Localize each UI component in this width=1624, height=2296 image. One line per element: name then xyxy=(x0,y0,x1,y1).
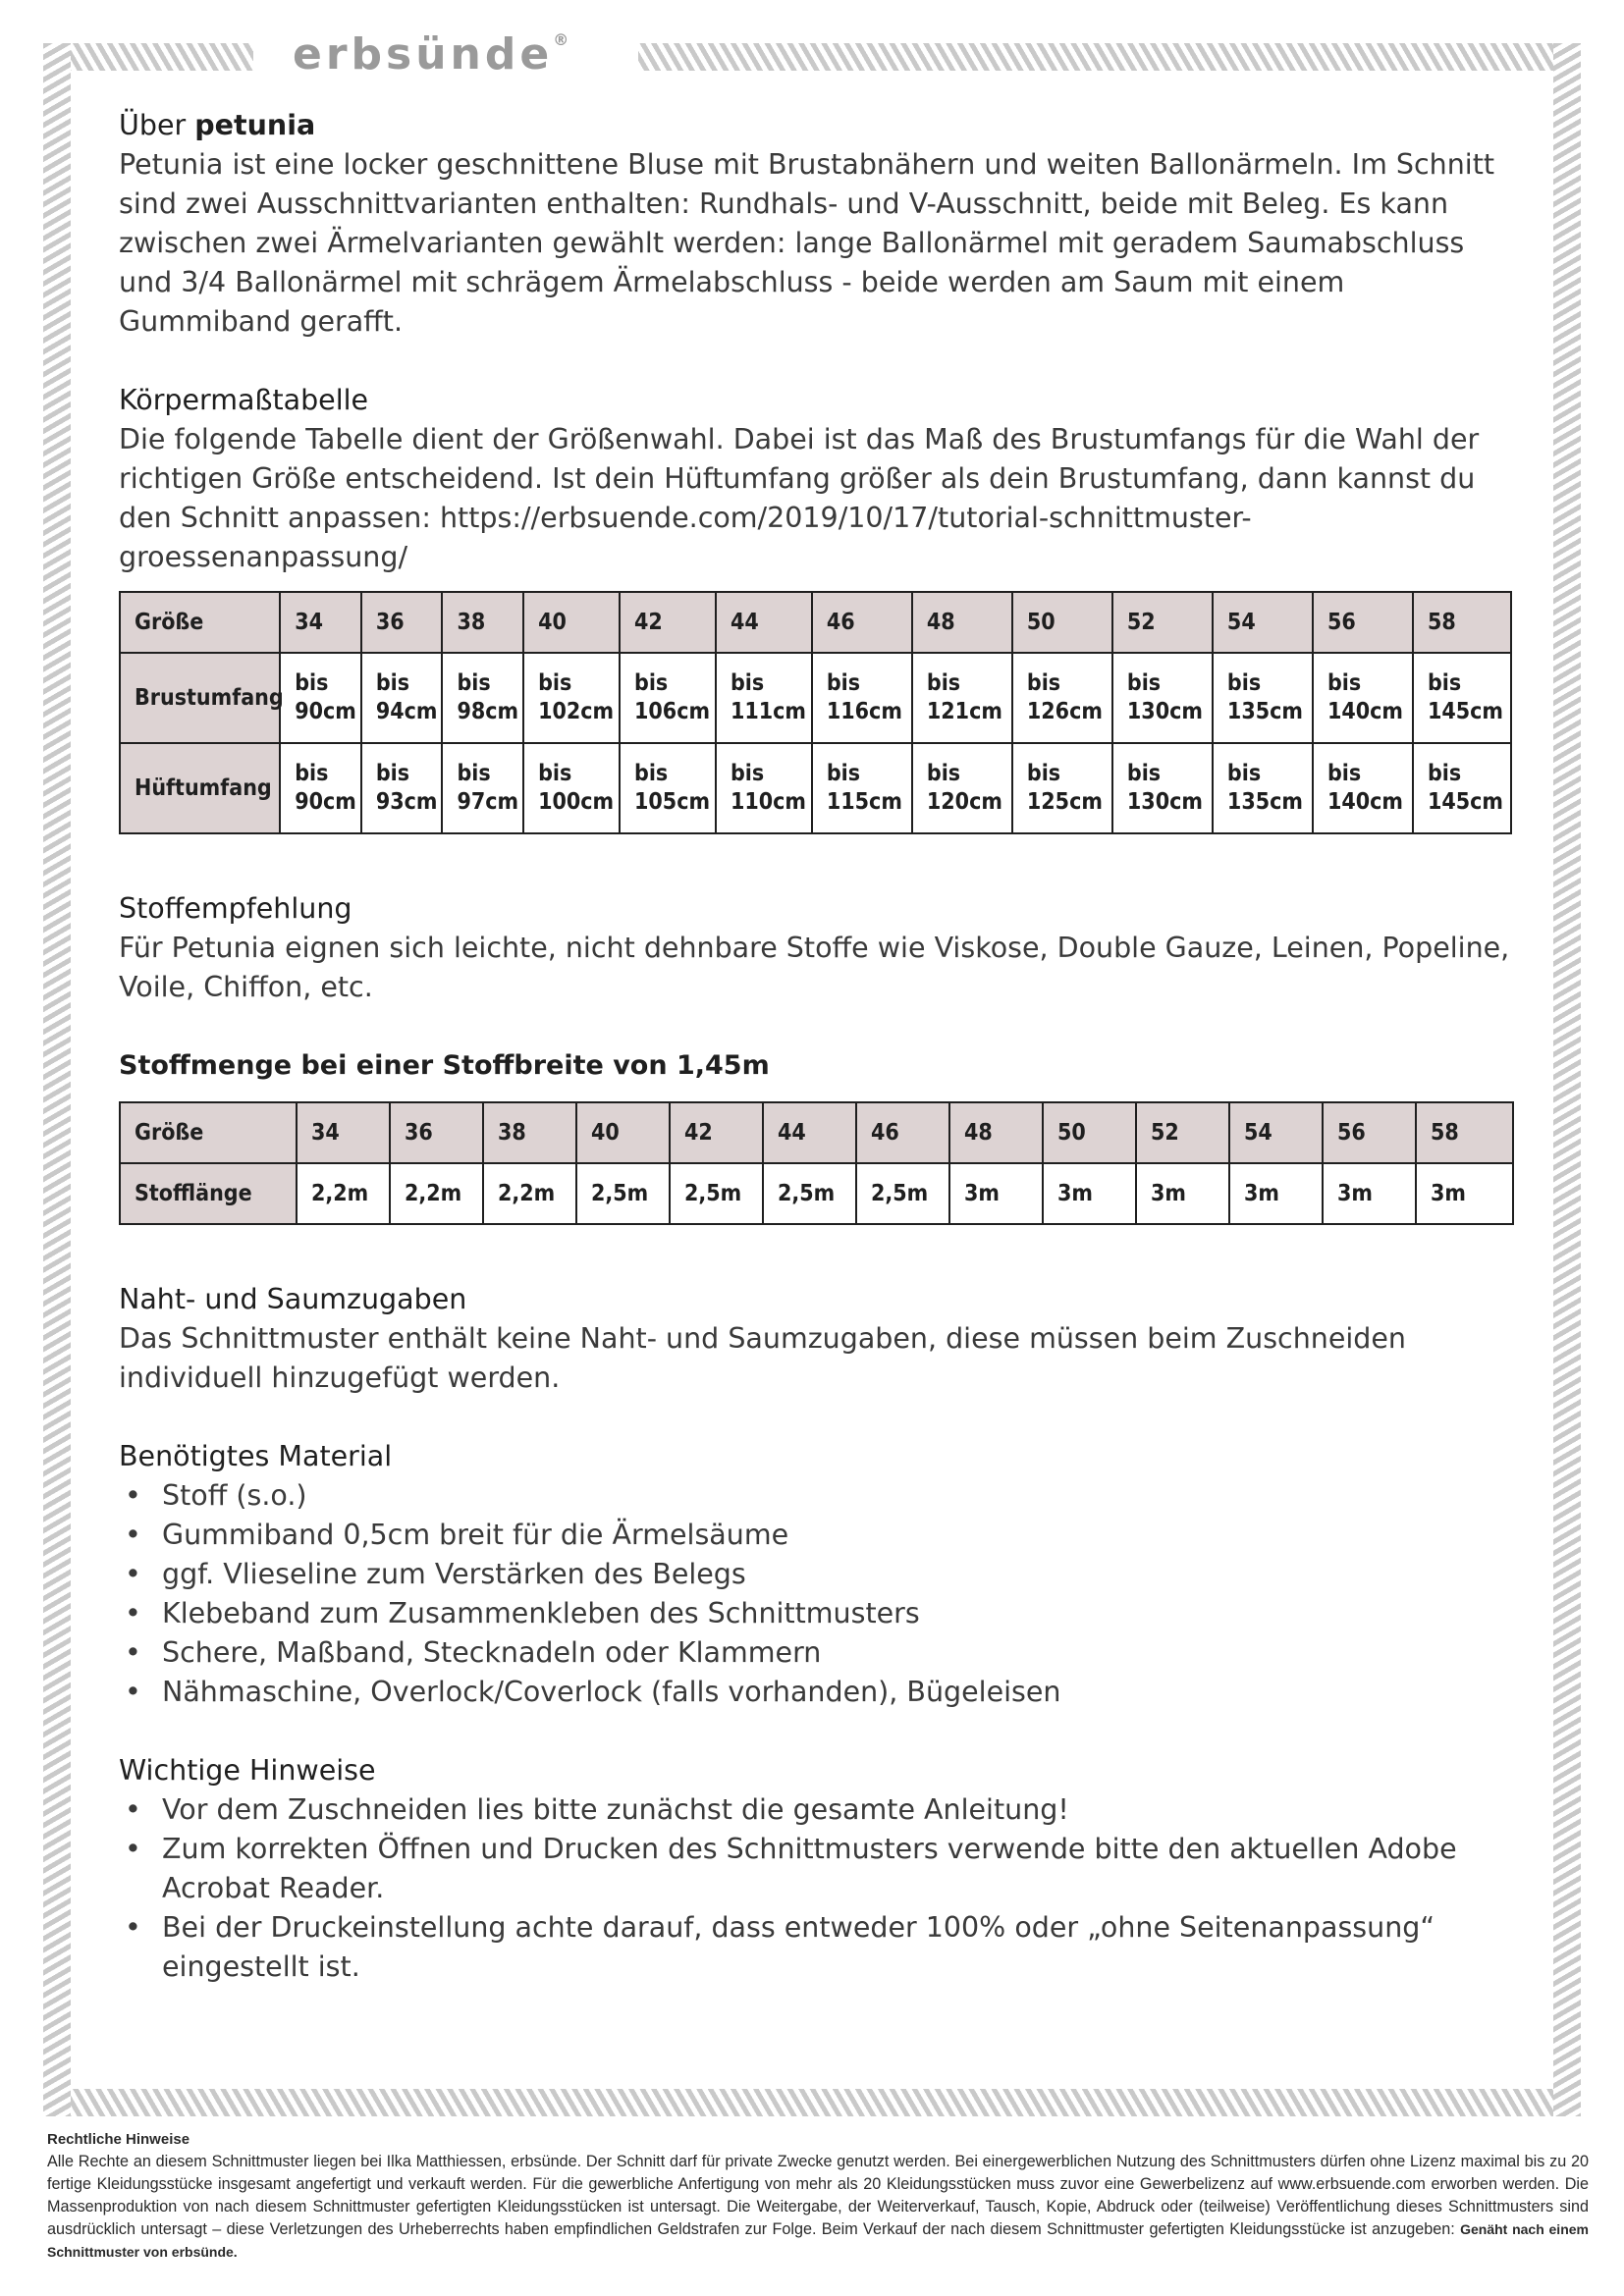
table-cell-value: 110cm xyxy=(730,789,806,815)
table-cell-value: 94cm xyxy=(375,699,438,724)
about-heading xyxy=(119,106,1513,145)
table-header-cell: 42 xyxy=(670,1102,763,1163)
frame-border-bottom xyxy=(43,2089,1581,2116)
fabric-recommendation-heading: Stoffempfehlung xyxy=(119,892,352,925)
table-cell-prefix: bis xyxy=(634,670,669,696)
table-header-cell: 34 xyxy=(280,592,361,653)
table-cell xyxy=(523,653,620,743)
table-cell-prefix: bis xyxy=(730,670,765,696)
list-item: • Vor dem Zuschneiden lies bitte zunächst die gesamte Anleitung! xyxy=(119,1790,1513,1830)
legal-text-block xyxy=(47,2151,1589,2264)
table-cell xyxy=(280,653,361,743)
about-heading-prefix: Über xyxy=(119,109,195,141)
table-cell xyxy=(1112,743,1213,833)
table-cell: 3m xyxy=(1416,1163,1513,1224)
table-cell-value: 116cm xyxy=(826,699,902,724)
list-item: • Nähmaschine, Overlock/Coverlock (falls vorhanden), Bügeleisen xyxy=(119,1673,1513,1712)
list-item: • Schere, Maßband, Stecknadeln oder Klammern xyxy=(119,1633,1513,1673)
table-row xyxy=(120,743,1511,833)
table-cell-value: 98cm xyxy=(457,699,519,724)
table-cell-value: 97cm xyxy=(457,789,519,815)
table-cell-prefix: bis xyxy=(1326,761,1362,786)
table-header-cell: 58 xyxy=(1416,1102,1513,1163)
table-cell: 2,2m xyxy=(390,1163,483,1224)
about-section xyxy=(119,106,1513,342)
table-cell-value: 130cm xyxy=(1126,699,1203,724)
table-header-cell: 36 xyxy=(390,1102,483,1163)
table-cell-value: 140cm xyxy=(1326,789,1403,815)
table-cell xyxy=(912,743,1012,833)
table-cell-value: 111cm xyxy=(730,699,806,724)
table-cell xyxy=(620,653,716,743)
seam-allowance-section xyxy=(119,1280,1513,1398)
table-cell-value: 145cm xyxy=(1427,789,1503,815)
table-cell-value: 93cm xyxy=(375,789,438,815)
list-item: • Gummiband 0,5cm breit für die Ärmelsäume xyxy=(119,1516,1513,1555)
materials-heading: Benötigtes Material xyxy=(119,1440,393,1472)
table-header-cell: 44 xyxy=(763,1102,856,1163)
table-cell xyxy=(1012,743,1112,833)
table-cell: 3m xyxy=(1136,1163,1229,1224)
table-cell: 3m xyxy=(1043,1163,1136,1224)
seam-allowance-text: Das Schnittmuster enthält keine Naht- und Saumzugaben, diese müssen beim Zuschneiden individuell hinzugefügt werden. xyxy=(119,1322,1406,1394)
legal-heading: Rechtliche Hinweise xyxy=(47,2131,190,2148)
frame-border-left xyxy=(43,43,71,2116)
table-cell-value: 135cm xyxy=(1226,699,1303,724)
table-cell xyxy=(280,743,361,833)
table-cell-prefix: bis xyxy=(1226,761,1262,786)
list-item: • ggf. Vlieseline zum Verstärken des Belegs xyxy=(119,1555,1513,1594)
table-header-cell: 56 xyxy=(1323,1102,1416,1163)
table-cell-prefix: bis xyxy=(1126,761,1162,786)
table-header-cell: 52 xyxy=(1136,1102,1229,1163)
table-header-cell: 48 xyxy=(949,1102,1043,1163)
table-header-row xyxy=(120,1102,1513,1163)
table-cell-prefix: bis xyxy=(1427,670,1462,696)
table-cell xyxy=(1313,743,1413,833)
table-cell xyxy=(716,653,812,743)
table-cell: 3m xyxy=(1229,1163,1323,1224)
list-item: • Stoff (s.o.) xyxy=(119,1476,1513,1516)
table-cell-prefix: bis xyxy=(826,761,861,786)
table-cell-value: 125cm xyxy=(1026,789,1103,815)
table-cell xyxy=(442,653,523,743)
list-item: • Klebeband zum Zusammenkleben des Schnittmusters xyxy=(119,1594,1513,1633)
table-cell-prefix: bis xyxy=(457,670,491,696)
table-cell xyxy=(1213,653,1313,743)
table-cell-value: 126cm xyxy=(1026,699,1103,724)
table-cell-prefix: bis xyxy=(826,670,861,696)
table-header-cell: 46 xyxy=(812,592,912,653)
table-cell-value: 90cm xyxy=(295,699,356,724)
table-row-label: Brustumfang xyxy=(120,653,280,743)
table-cell xyxy=(716,743,812,833)
table-cell-value: 90cm xyxy=(295,789,356,815)
table-cell: 2,5m xyxy=(763,1163,856,1224)
table-header-cell: 48 xyxy=(912,592,1012,653)
table-header-cell: 40 xyxy=(576,1102,670,1163)
table-header-cell: 44 xyxy=(716,592,812,653)
table-header-cell: 52 xyxy=(1112,592,1213,653)
table-row xyxy=(120,653,1511,743)
table-header-cell: 58 xyxy=(1413,592,1511,653)
table-cell xyxy=(361,653,443,743)
table-header-cell: 46 xyxy=(856,1102,949,1163)
table-header-cell: 36 xyxy=(361,592,443,653)
notes-section xyxy=(119,1751,1513,1987)
table-cell xyxy=(361,743,443,833)
table-cell-prefix: bis xyxy=(295,761,329,786)
table-cell-value: 106cm xyxy=(634,699,711,724)
table-cell xyxy=(1112,653,1213,743)
table-cell xyxy=(1012,653,1112,743)
table-header-cell: 38 xyxy=(483,1102,576,1163)
list-item: • Zum korrekten Öffnen und Drucken des Schnittmusters verwende bitte den aktuellen Adobe Acrobat Reader. xyxy=(119,1830,1513,1908)
legal-stamp: Genäht nach einem Schnittmuster von erbsünde. xyxy=(47,2221,1589,2260)
table-cell-value: 130cm xyxy=(1126,789,1203,815)
table-cell-prefix: bis xyxy=(375,670,410,696)
table-cell xyxy=(1413,743,1511,833)
table-cell-value: 100cm xyxy=(538,789,615,815)
table-cell: 3m xyxy=(1323,1163,1416,1224)
seam-allowance-heading: Naht- und Saumzugaben xyxy=(119,1283,467,1315)
table-header-cell: Größe xyxy=(120,1102,297,1163)
table-cell-prefix: bis xyxy=(375,761,410,786)
table-cell: 2,5m xyxy=(576,1163,670,1224)
table-cell-prefix: bis xyxy=(1026,761,1061,786)
table-cell xyxy=(620,743,716,833)
about-heading-name: petunia xyxy=(194,109,316,141)
table-cell-value: 135cm xyxy=(1226,789,1303,815)
table-cell-value: 140cm xyxy=(1326,699,1403,724)
list-item: • Bei der Druckeinstellung achte darauf, dass entweder 100% oder „ohne Seitenanpassung“ eingestellt ist. xyxy=(119,1908,1513,1987)
table-row-label: Hüftumfang xyxy=(120,743,280,833)
table-cell-prefix: bis xyxy=(1427,761,1462,786)
legal-notice xyxy=(47,2128,1589,2264)
table-header-cell: Größe xyxy=(120,592,280,653)
table-cell: 2,2m xyxy=(297,1163,390,1224)
materials-list xyxy=(119,1476,1513,1712)
table-cell-prefix: bis xyxy=(926,670,961,696)
table-header-cell: 50 xyxy=(1012,592,1112,653)
fabric-amount-heading: Stoffmenge bei einer Stoffbreite von 1,45m xyxy=(119,1050,770,1081)
table-header-cell: 50 xyxy=(1043,1102,1136,1163)
table-cell xyxy=(812,743,912,833)
legal-text: Alle Rechte an diesem Schnittmuster liegen bei Ilka Matthiessen, erbsünde. Der Schnitt darf für private Zwecke genutzt werden. Bei einergewerblichen Nutzung des Schnittmusters dürfen ohne Lizenz maximal bis zu 20 fertige Kleidungsstücke insgesamt angefertigt und verkauft werden. Für die gewerbliche Anfertigung von mehr als 20 Kleidungsstücken muss zuvor eine Gewerbelizenz auf www.erbsuende.com erworben werden. Die Massenproduktion von nach diesem Schnittmuster gefertigten Kleidungsstücken ist untersagt. Die Weitergabe, der Weiterverkauf, Tausch, Kopie, Abdruck oder (teilweise) Veröffentlichung dieses Schnittmusters sind ausdrücklich untersagt – diese Verletzungen des Urheberrechts haben empfindlichen Geldstrafen zur Folge. Beim Verkauf der nach diesem Schnittmuster gefertigten Kleidungsstücke ist anzugeben: xyxy=(47,2153,1589,2238)
table-cell-prefix: bis xyxy=(295,670,329,696)
table-cell-prefix: bis xyxy=(730,761,765,786)
table-cell xyxy=(912,653,1012,743)
table-cell-value: 120cm xyxy=(926,789,1002,815)
table-cell: 2,5m xyxy=(856,1163,949,1224)
table-row-label: Stofflänge xyxy=(120,1163,297,1224)
table-cell xyxy=(1313,653,1413,743)
table-cell xyxy=(1413,653,1511,743)
notes-heading: Wichtige Hinweise xyxy=(119,1754,376,1787)
table-header-cell: 56 xyxy=(1313,592,1413,653)
table-cell xyxy=(1213,743,1313,833)
table-cell-value: 105cm xyxy=(634,789,711,815)
table-header-row xyxy=(120,592,1511,653)
body-measurements-table xyxy=(119,591,1512,834)
table-cell xyxy=(523,743,620,833)
body-measurements-text: Die folgende Tabelle dient der Größenwahl. Dabei ist das Maß des Brustumfangs für die Wahl der richtigen Größe entscheidend. Ist dein Hüftumfang größer als dein Brustumfang, dann kannst du den Schnitt anpassen: https://erbsuende.com/2019/10/17/tutorial-schnittmuster-groessenanpassung/ xyxy=(119,423,1480,573)
table-cell: 2,5m xyxy=(670,1163,763,1224)
table-cell: 3m xyxy=(949,1163,1043,1224)
fabric-amount-table xyxy=(119,1101,1514,1225)
table-header-cell: 54 xyxy=(1213,592,1313,653)
table-cell xyxy=(812,653,912,743)
fabric-recommendation-section xyxy=(119,889,1513,1007)
table-cell-prefix: bis xyxy=(538,761,572,786)
table-cell-prefix: bis xyxy=(1226,670,1262,696)
brand-name: erbsünde xyxy=(293,29,554,80)
table-cell-value: 145cm xyxy=(1427,699,1503,724)
table-header-cell: 54 xyxy=(1229,1102,1323,1163)
table-cell-prefix: bis xyxy=(1126,670,1162,696)
table-cell-value: 115cm xyxy=(826,789,902,815)
brand-logo xyxy=(293,29,568,79)
table-header-cell: 42 xyxy=(620,592,716,653)
fabric-amount-section xyxy=(119,1046,1513,1225)
table-cell-value: 121cm xyxy=(926,699,1002,724)
fabric-recommendation-text: Für Petunia eignen sich leichte, nicht dehnbare Stoffe wie Viskose, Double Gauze, Leinen, Popeline, Voile, Chiffon, etc. xyxy=(119,932,1510,1003)
brand-mark: ® xyxy=(553,30,569,49)
notes-list xyxy=(119,1790,1513,1987)
body-measurements-heading: Körpermaßtabelle xyxy=(119,384,369,416)
table-header-cell: 34 xyxy=(297,1102,390,1163)
table-cell-prefix: bis xyxy=(538,670,572,696)
table-cell-prefix: bis xyxy=(1026,670,1061,696)
table-header-cell: 40 xyxy=(523,592,620,653)
table-row xyxy=(120,1163,1513,1224)
table-cell xyxy=(442,743,523,833)
table-header-cell: 38 xyxy=(442,592,523,653)
table-cell-prefix: bis xyxy=(1326,670,1362,696)
about-text: Petunia ist eine locker geschnittene Bluse mit Brustabnähern und weiten Ballonärmeln. Im Schnitt sind zwei Ausschnittvarianten enthalten: Rundhals- und V-Ausschnitt, beide mit Beleg. Es kann zwischen zwei Ärmelvarianten gewählt werden: lange Ballonärmel mit geradem Saumabschluss und 3/4 Ballonärmel mit schrägem Ärmelabschluss - beide werden am Saum mit einem Gummiband gerafft. xyxy=(119,148,1495,338)
table-cell-prefix: bis xyxy=(634,761,669,786)
materials-section xyxy=(119,1437,1513,1712)
table-cell-prefix: bis xyxy=(926,761,961,786)
frame-border-right xyxy=(1553,43,1581,2116)
table-cell: 2,2m xyxy=(483,1163,576,1224)
table-cell-prefix: bis xyxy=(457,761,491,786)
table-cell-value: 102cm xyxy=(538,699,615,724)
body-measurements-section xyxy=(119,381,1513,834)
document-body xyxy=(119,106,1513,2026)
